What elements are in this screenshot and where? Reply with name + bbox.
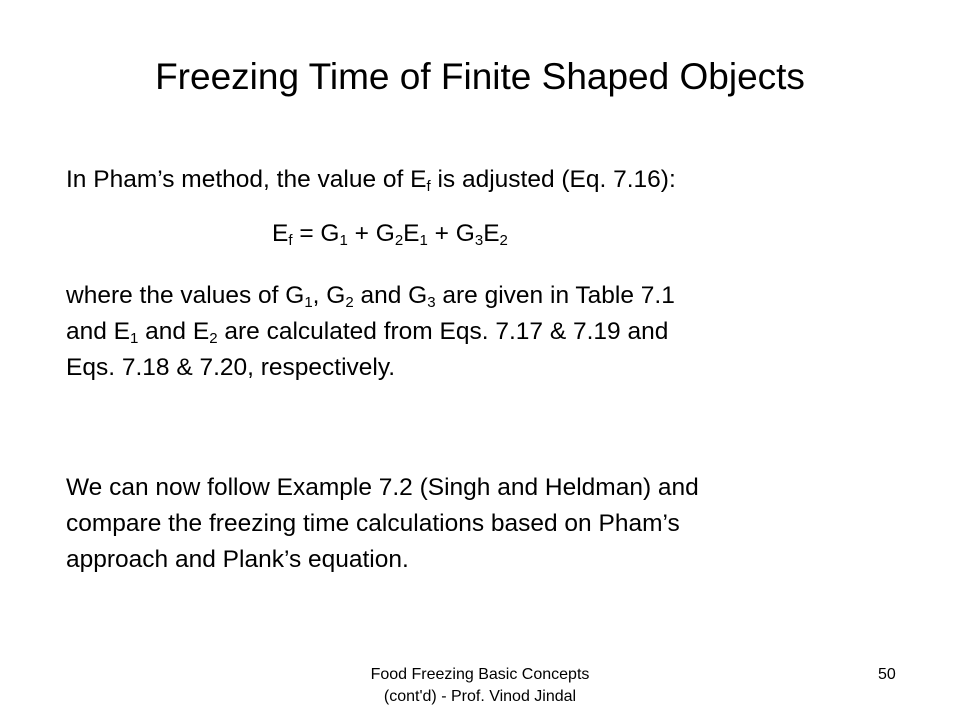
eq-e1-sub: 1	[419, 232, 428, 250]
follow-paragraph	[66, 470, 926, 578]
where-l1-sub-2: 2	[345, 294, 354, 312]
where-line-3: Eqs. 7.18 & 7.20, respectively.	[66, 354, 396, 381]
where-l1-text-b: , G	[312, 282, 346, 309]
where-l2-sub-1: 1	[130, 330, 139, 348]
eq-g2: + G	[347, 220, 395, 247]
equation	[272, 216, 772, 252]
eq-g1-sub: 1	[339, 232, 348, 250]
eq-g3: + G	[427, 220, 475, 247]
eq-g3-sub: 3	[474, 232, 484, 250]
eq-lhs: E	[272, 220, 289, 247]
where-l1-text-a: where the values of G	[66, 282, 305, 309]
where-paragraph	[66, 278, 926, 386]
where-l1-text-d: are given in Table 7.1	[435, 282, 675, 309]
footer-caption	[300, 664, 660, 708]
eq-g2-sub: 2	[394, 232, 404, 250]
where-l2-text-a: and E	[66, 318, 131, 345]
where-l1-sub-1: 1	[304, 294, 313, 312]
where-l1-text-c: and G	[353, 282, 428, 309]
intro-text-after: is adjusted (Eq. 7.16):	[430, 166, 676, 193]
footer-line-1: Food Freezing Basic Concepts	[370, 666, 590, 683]
equation-line	[272, 216, 772, 252]
follow-line-3: approach and Plank’s equation.	[66, 546, 409, 573]
eq-e2-sub: 2	[499, 232, 508, 250]
intro-paragraph	[66, 162, 926, 198]
intro-text-before: In Pham’s method, the value of E	[66, 166, 427, 193]
footer-line-2: (cont'd) - Prof. Vinod Jindal	[383, 688, 577, 705]
follow-line-2: compare the freezing time calculations based on Pham’s	[66, 510, 680, 537]
slide-title: Freezing Time of Finite Shaped Objects	[155, 56, 805, 97]
where-l1-sub-3: 3	[427, 294, 436, 312]
where-l2-text-b: and E	[138, 318, 210, 345]
eq-g1: = G	[292, 220, 340, 247]
where-l2-text-c: are calculated from Eqs. 7.17 & 7.19 and	[217, 318, 669, 345]
eq-e1: E	[403, 220, 420, 247]
intro-subscript: f	[426, 178, 431, 196]
where-line-2	[66, 314, 926, 350]
intro-line	[66, 162, 926, 198]
where-l2-sub-2: 2	[209, 330, 218, 348]
follow-line-1: We can now follow Example 7.2 (Singh and Heldman) and	[66, 474, 699, 501]
page-number: 50	[878, 666, 896, 683]
where-line-1	[66, 278, 926, 314]
eq-e2: E	[483, 220, 500, 247]
eq-lhs-sub: f	[288, 232, 293, 250]
